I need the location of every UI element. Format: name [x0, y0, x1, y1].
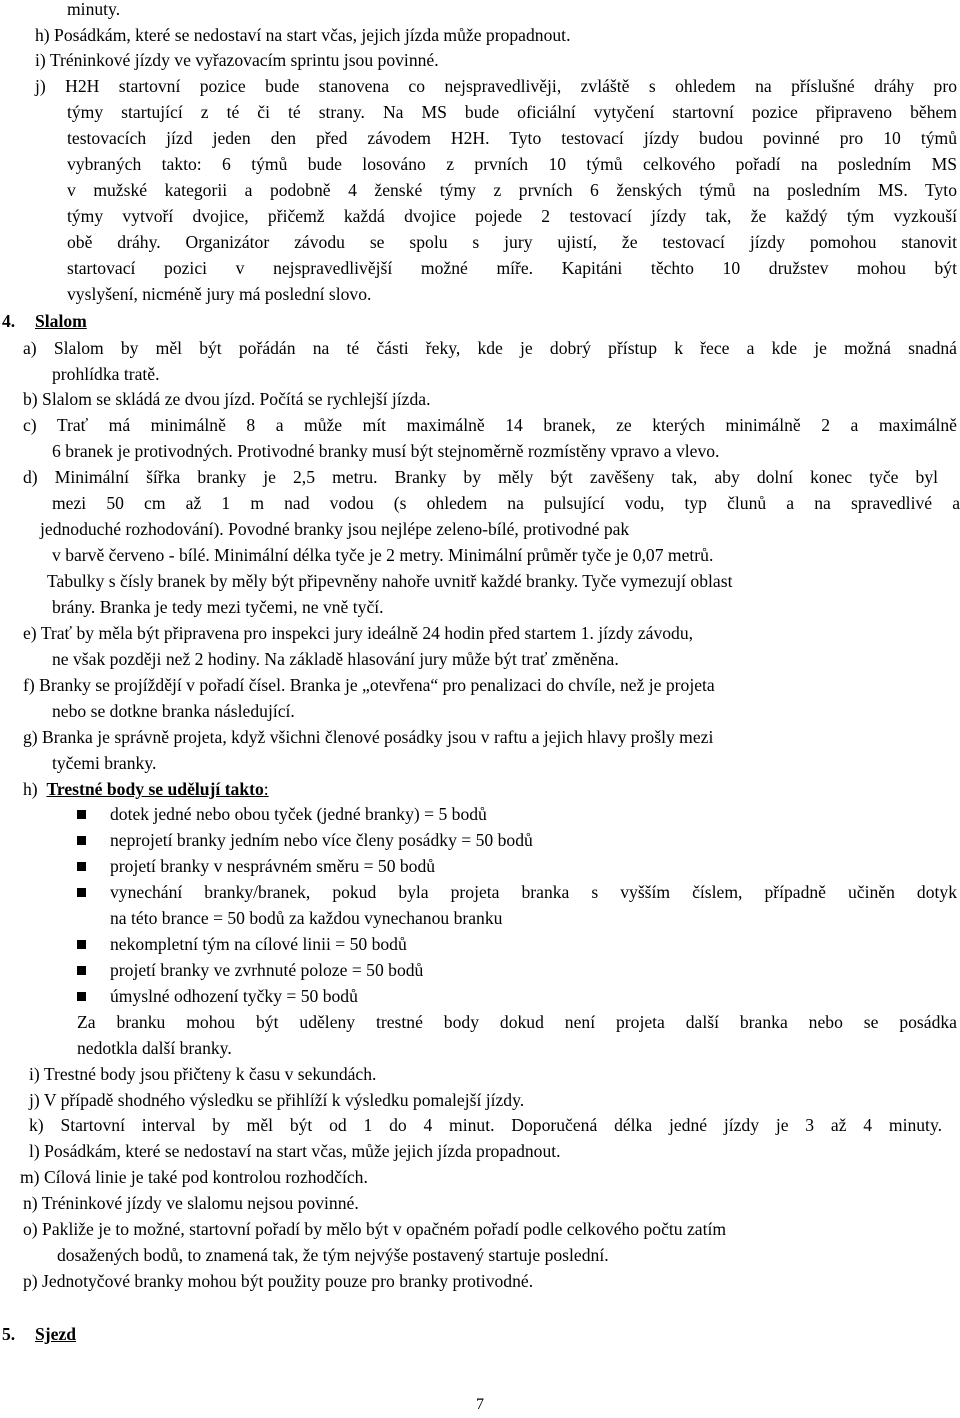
text-line: brány. Branka je tedy mezi tyčemi, ne vně tyčí.	[52, 597, 384, 617]
item-c: c) Trať má minimálně 8 a může mít maximálně 14 branek, ze kterých minimálně 2 a maximálně	[23, 415, 957, 435]
penalty-item: nekompletní tým na cílové linii = 50 bodů	[110, 934, 407, 954]
text-line: vybraných takto: 6 týmů bude losováno z prvních 10 týmů celkového pořadí na posledním MS	[67, 154, 957, 174]
bullet-square-icon	[77, 888, 86, 897]
penalties-colon: :	[263, 779, 269, 799]
item-a: a) Slalom by měl být pořádán na té části řeky, kde je dobrý přístup k řece a kde je možná snadná	[23, 338, 957, 358]
item-o: o) Pakliže je to možné, startovní pořadí by mělo být v opačném pořadí podle celkového počtu zatím	[23, 1219, 727, 1239]
bullet-square-icon	[77, 810, 86, 819]
item-i-slalom: i) Trestné body jsou přičteny k času v sekundách.	[29, 1064, 377, 1084]
text-line: na této brance = 50 bodů za každou vynechanou branku	[110, 908, 503, 928]
text-line: v mužské kategorii a podobně 4 ženské týmy z prvních 6 ženských týmů na posledním MS. Tyto	[67, 180, 957, 200]
text-line: ne však později než 2 hodiny. Na základě hlasování jury může být trať změněna.	[52, 649, 619, 669]
text-line: prohlídka tratě.	[52, 364, 160, 384]
text-line: 6 branek je protivodných. Protivodné branky musí být stejnoměrně rozmístěny vpravo a vlevo.	[52, 441, 720, 461]
bullet-square-icon	[77, 940, 86, 949]
text-line: jednoduché rozhodování). Povodné branky jsou nejlépe zeleno-bílé, protivodné pak	[40, 519, 630, 539]
text-line: testovacích jízd jeden den před závodem H2H. Tyto testovací jízdy budou povinné pro 10 týmů	[67, 128, 957, 148]
item-e: e) Trať by měla být připravena pro inspekci jury ideálně 24 hodin před startem 1. jízdy závodu,	[23, 623, 694, 643]
text-line: Za branku mohou být uděleny trestné body dokud není projeta další branka nebo se posádka	[77, 1012, 957, 1032]
penalties-heading: Trestné body se udělují takto	[46, 779, 264, 799]
text-line: startovací pozici v nejspravedlivější možné míře. Kapitáni těchto 10 družstev mohou být	[67, 258, 957, 278]
text-line: tyčemi branky.	[52, 753, 157, 773]
penalty-item: projetí branky ve zvrhnuté poloze = 50 bodů	[110, 960, 424, 980]
item-j-slalom: j) V případě shodného výsledku se přihlíží k výsledku pomalejší jízdy.	[29, 1090, 525, 1110]
item-b: b) Slalom se skládá ze dvou jízd. Počítá se rychlejší jízda.	[23, 389, 431, 409]
penalty-item: dotek jedné nebo obou tyček (jedné branky) = 5 bodů	[110, 804, 487, 824]
text-line: v barvě červeno - bílé. Minimální délka tyče je 2 metry. Minimální průměr tyče je 0,07 metrů.	[52, 545, 714, 565]
text-line: dosažených bodů, to znamená tak, že tým nejvýše postavený startuje poslední.	[57, 1245, 609, 1265]
item-h: h) Posádkám, které se nedostaví na start včas, jejich jízda může propadnout.	[35, 25, 571, 45]
text-line: Tabulky s čísly branek by měly být připevněny nahoře uvnitř každé branky. Tyče vymezují oblast	[47, 571, 733, 591]
item-p: p) Jednotyčové branky mohou být použity pouze pro branky protivodné.	[23, 1271, 534, 1291]
page-number: 7	[476, 1396, 484, 1413]
item-h-penalties	[23, 777, 269, 803]
item-j: j) H2H startovní pozice bude stanovena co nejspravedlivěji, zvláště s ohledem na příslušné dráhy pro	[35, 76, 957, 96]
item-i: i) Tréninkové jízdy ve vyřazovacím sprintu jsou povinné.	[35, 50, 439, 70]
penalty-item: úmyslné odhození tyčky = 50 bodů	[110, 986, 358, 1006]
section-title-slalom: Slalom	[35, 311, 87, 331]
section-title-sjezd: Sjezd	[35, 1324, 77, 1344]
penalty-item: neprojetí branky jedním nebo více členy posádky = 50 bodů	[110, 830, 533, 850]
item-g: g) Branka je správně projeta, když všichni členové posádky jsou v raftu a jejich hlavy prošly mezi	[23, 727, 714, 747]
bullet-square-icon	[77, 992, 86, 1001]
item-n: n) Tréninkové jízdy ve slalomu nejsou povinné.	[23, 1193, 359, 1213]
section-number: 5.	[2, 1324, 16, 1344]
bullet-square-icon	[77, 862, 86, 871]
item-k: k) Startovní interval by měl být od 1 do 4 minut. Doporučená délka jedné jízdy je 3 až 4 minuty.	[29, 1115, 942, 1135]
text-line: minuty.	[67, 0, 121, 19]
item-m: m) Cílová linie je také pod kontrolou rozhodčích.	[20, 1167, 368, 1187]
item-f: f) Branky se projíždějí v pořadí čísel. Branka je „otevřena“ pro penalizaci do chvíle, než je projeta	[23, 675, 715, 695]
text-line: mezi 50 cm až 1 m nad vodou (s ohledem na pulsující vodu, typ člunů a na spravedlivé a	[52, 493, 960, 513]
item-d: d) Minimální šířka branky je 2,5 metru. Branky by měly být zavěšeny tak, aby dolní konec tyče byl	[23, 467, 938, 487]
item-marker: h)	[23, 779, 38, 799]
text-line: týmy vytvoří dvojice, přičemž každá dvojice pojede 2 testovací jízdy tak, že každý tým vyzkouší	[67, 206, 957, 226]
text-line: nedotkla další branky.	[77, 1038, 232, 1058]
item-l: l) Posádkám, které se nedostaví na start včas, může jejich jízda propadnout.	[29, 1141, 561, 1161]
section-number: 4.	[2, 311, 16, 331]
penalty-item: vynechání branky/branek, pokud byla projeta branka s vyšším číslem, případně učiněn dotyk	[110, 882, 957, 902]
penalty-item: projetí branky v nesprávném směru = 50 bodů	[110, 856, 436, 876]
text-line: obě dráhy. Organizátor závodu se spolu s jury ujistí, že testovací jízdy pomohou stanovit	[67, 232, 957, 252]
text-line: vyslyšení, nicméně jury má poslední slovo.	[67, 284, 372, 304]
bullet-square-icon	[77, 836, 86, 845]
bullet-square-icon	[77, 966, 86, 975]
text-line: nebo se dotkne branka následující.	[52, 701, 295, 721]
text-line: týmy startující z té či té strany. Na MS bude oficiální vytyčení startovní pozice připraveno během	[67, 102, 957, 122]
